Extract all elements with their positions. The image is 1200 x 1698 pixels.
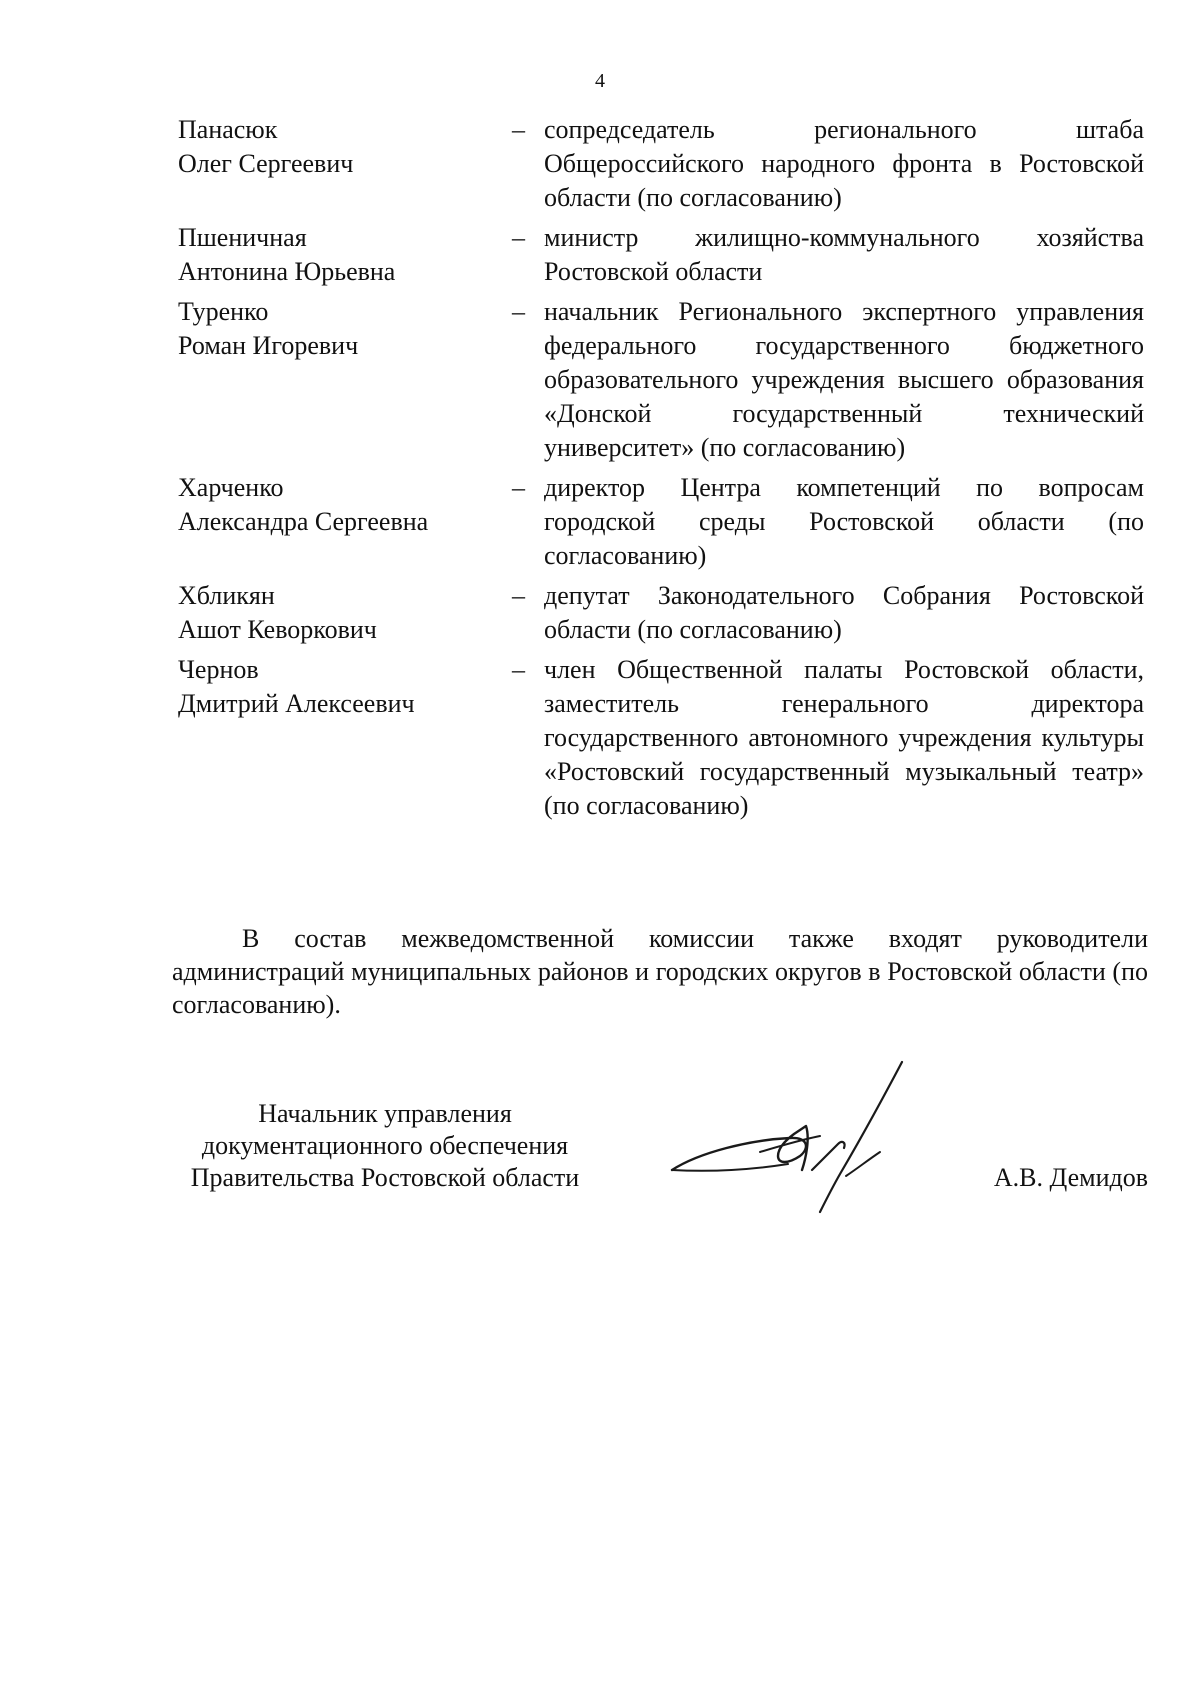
member-surname: Панасюк	[178, 115, 278, 144]
member-dash: –	[512, 581, 525, 610]
member-role: депутат Законодательного Собрания Ростовской области (по согласованию)	[544, 581, 1144, 644]
member-given-names: Ашот Кеворкович	[178, 615, 377, 644]
member-entry	[178, 113, 1148, 215]
member-surname: Харченко	[178, 473, 284, 502]
member-entry	[178, 579, 1148, 647]
member-surname: Хбликян	[178, 581, 275, 610]
member-surname: Туренко	[178, 297, 269, 326]
member-name	[178, 295, 512, 465]
member-surname: Пшеничная	[178, 223, 307, 252]
member-role: член Общественной палаты Ростовской области, заместитель генерального директора государственного автономного учреждения культуры «Ростовский государственный музыкальный театр» (по согласованию)	[544, 655, 1144, 820]
member-dash: –	[512, 115, 525, 144]
member-surname: Чернов	[178, 655, 259, 684]
member-entry	[178, 471, 1148, 573]
member-name	[178, 471, 512, 573]
member-dash: –	[512, 655, 525, 684]
member-dash: –	[512, 297, 525, 326]
member-name	[178, 221, 512, 289]
member-given-names: Олег Сергеевич	[178, 149, 354, 178]
member-entry	[178, 295, 1148, 465]
composition-note: В состав межведомственной комиссии также входят руководители администраций муниципальных районов и городских округов в Ростовской области (по согласованию).	[172, 924, 1148, 1019]
page-number: 4	[595, 70, 605, 92]
member-role: начальник Регионального экспертного управления федерального государственного бюджетного образовательного учреждения высшего образования «Донской государственный технический университет» (по согласованию)	[544, 297, 1144, 462]
signatory-position-line: Начальник управления	[258, 1099, 512, 1128]
member-given-names: Роман Игоревич	[178, 331, 359, 360]
signatory-position	[160, 1098, 610, 1194]
member-name	[178, 579, 512, 647]
member-given-names: Дмитрий Алексеевич	[178, 689, 415, 718]
member-role: директор Центра компетенций по вопросам городской среды Ростовской области (по согласованию)	[544, 473, 1144, 570]
signatory-position-line: Правительства Ростовской области	[190, 1163, 580, 1192]
handwritten-signature	[660, 1060, 940, 1230]
member-name	[178, 653, 512, 823]
member-entry	[178, 653, 1148, 823]
member-role: министр жилищно-коммунального хозяйства Ростовской области	[544, 223, 1144, 286]
member-list	[178, 113, 1148, 829]
member-given-names: Антонина Юрьевна	[178, 257, 396, 286]
member-name	[178, 113, 512, 215]
member-dash: –	[512, 473, 525, 502]
member-dash: –	[512, 223, 525, 252]
signer-name: А.В. Демидов	[993, 1163, 1148, 1192]
signatory-position-line: документационного обеспечения	[201, 1131, 569, 1160]
member-entry	[178, 221, 1148, 289]
member-role: сопредседатель регионального штаба Общероссийского народного фронта в Ростовской области (по согласованию)	[544, 115, 1144, 212]
member-given-names: Александра Сергеевна	[178, 507, 429, 536]
